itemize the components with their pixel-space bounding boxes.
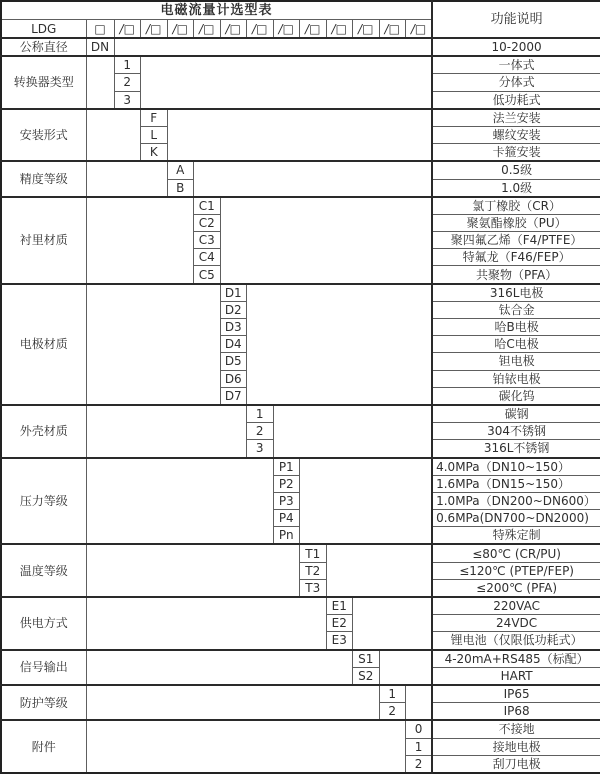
code-cell: D6 [220, 370, 247, 387]
spacer-cell [86, 161, 167, 196]
code-cell: E3 [326, 632, 353, 650]
group-label: 公称直径 [1, 38, 86, 56]
code-cell: B [167, 179, 194, 197]
code-cell: T3 [300, 579, 327, 597]
desc-cell: IP68 [432, 703, 600, 721]
table-row [1, 685, 600, 703]
desc-cell: ≤80℃ (CR/PU) [432, 544, 600, 562]
code-cell: Pn [273, 527, 300, 545]
desc-cell: 聚氨酯橡胶（PU） [432, 214, 600, 231]
spacer-cell [326, 544, 432, 597]
group-label: 供电方式 [1, 597, 86, 650]
table-title: 电磁流量计选型表 [1, 1, 432, 20]
code-cell: 2 [114, 74, 141, 91]
code-cell: 1 [379, 685, 406, 703]
spacer-cell [141, 56, 433, 109]
code-cell: T2 [300, 562, 327, 579]
spacer-cell [86, 109, 141, 162]
code-cell: F [141, 109, 168, 127]
code-cell: DN [86, 38, 114, 56]
spacer-cell [379, 650, 432, 685]
group-label: 精度等级 [1, 161, 86, 196]
table-row [1, 161, 600, 179]
spacer-cell [300, 458, 433, 545]
spacer-cell [220, 197, 432, 284]
code-cell: D2 [220, 301, 247, 318]
desc-cell: 锂电池（仅限低功耗式） [432, 632, 600, 650]
code-cell: S1 [353, 650, 380, 668]
table-row [1, 109, 600, 127]
spacer-cell [353, 597, 433, 650]
desc-cell: 接地电极 [432, 738, 600, 755]
desc-cell: HART [432, 667, 600, 685]
desc-cell: ≤200℃ (PFA) [432, 579, 600, 597]
desc-cell: 聚四氟乙烯（F4/PTFE） [432, 232, 600, 249]
group-label: 衬里材质 [1, 197, 86, 284]
code-cell: 3 [114, 91, 141, 109]
code-cell: P3 [273, 492, 300, 509]
model-slot-box: /□ [141, 20, 168, 39]
table-row [1, 544, 600, 562]
desc-cell: 304不锈钢 [432, 423, 600, 440]
spacer-cell [247, 284, 433, 405]
spacer-cell [86, 650, 353, 685]
desc-cell: 1.0级 [432, 179, 600, 197]
spacer-cell [86, 197, 194, 284]
spacer-cell [86, 544, 300, 597]
desc-cell: 一体式 [432, 56, 600, 74]
spacer-cell [86, 720, 406, 773]
code-cell: L [141, 126, 168, 143]
table-row [1, 284, 600, 302]
desc-cell: 法兰安装 [432, 109, 600, 127]
title-row [1, 1, 600, 20]
desc-cell: 4-20mA+RS485（标配） [432, 650, 600, 668]
table-row [1, 458, 600, 476]
model-slot-box: /□ [247, 20, 274, 39]
desc-cell: 不接地 [432, 720, 600, 738]
group-label: 附件 [1, 720, 86, 773]
desc-cell: 刮刀电极 [432, 755, 600, 773]
group-label: 信号输出 [1, 650, 86, 685]
model-slot-box: /□ [353, 20, 380, 39]
desc-cell: 24VDC [432, 615, 600, 632]
desc-cell: 特殊定制 [432, 527, 600, 545]
code-cell: C5 [194, 266, 221, 284]
code-cell: P2 [273, 475, 300, 492]
spacer-cell [114, 38, 432, 56]
desc-cell: 铂铱电极 [432, 370, 600, 387]
code-cell: D4 [220, 336, 247, 353]
spacer-cell [86, 685, 379, 720]
spacer-cell [273, 405, 432, 458]
code-cell: S2 [353, 667, 380, 685]
code-cell: 2 [406, 755, 433, 773]
code-cell: E2 [326, 615, 353, 632]
group-label: 电极材质 [1, 284, 86, 405]
code-cell: 2 [379, 703, 406, 721]
model-slot-box: /□ [406, 20, 433, 39]
code-cell: D7 [220, 387, 247, 405]
desc-cell: 钛合金 [432, 301, 600, 318]
desc-cell: 共聚物（PFA） [432, 266, 600, 284]
code-cell: C3 [194, 232, 221, 249]
spacer-cell [86, 284, 220, 405]
model-prefix: LDG [1, 20, 86, 39]
desc-cell: 螺纹安装 [432, 126, 600, 143]
desc-cell: 氯丁橡胶（CR） [432, 197, 600, 215]
code-cell: T1 [300, 544, 327, 562]
table-row [1, 650, 600, 668]
code-cell: 0 [406, 720, 433, 738]
code-cell: D5 [220, 353, 247, 370]
spacer-cell [86, 597, 326, 650]
desc-cell: 钽电极 [432, 353, 600, 370]
desc-cell: 10-2000 [432, 38, 600, 56]
code-cell: C1 [194, 197, 221, 215]
code-cell: 3 [247, 440, 274, 458]
table-row [1, 405, 600, 423]
spacer-cell [86, 405, 247, 458]
table-row [1, 197, 600, 215]
desc-cell: 特氟龙（F46/FEP） [432, 249, 600, 266]
code-cell: P1 [273, 458, 300, 476]
desc-cell: 316L电极 [432, 284, 600, 302]
table-row [1, 38, 600, 56]
code-cell: 1 [406, 738, 433, 755]
desc-cell: 1.6MPa（DN15~150） [432, 475, 600, 492]
model-slot-box: /□ [220, 20, 247, 39]
code-cell: D1 [220, 284, 247, 302]
code-cell: C2 [194, 214, 221, 231]
model-slot-box: /□ [326, 20, 353, 39]
model-slot-box: /□ [167, 20, 194, 39]
code-cell: 1 [247, 405, 274, 423]
table-row [1, 597, 600, 615]
spacer-cell [406, 685, 433, 720]
table-row [1, 56, 600, 74]
group-label: 防护等级 [1, 685, 86, 720]
code-cell: P4 [273, 510, 300, 527]
spacer-cell [86, 458, 273, 545]
desc-cell: 卡箍安装 [432, 144, 600, 162]
desc-cell: 4.0MPa（DN10~150） [432, 458, 600, 476]
desc-cell: 1.0MPa（DN200~DN600） [432, 492, 600, 509]
code-cell: C4 [194, 249, 221, 266]
group-label: 外壳材质 [1, 405, 86, 458]
code-cell: K [141, 144, 168, 162]
group-label: 压力等级 [1, 458, 86, 545]
code-cell: 2 [247, 423, 274, 440]
model-slot-box: /□ [379, 20, 406, 39]
model-slot-box: /□ [114, 20, 141, 39]
code-cell: A [167, 161, 194, 179]
spacer-cell [167, 109, 432, 162]
desc-cell: IP65 [432, 685, 600, 703]
group-label: 安装形式 [1, 109, 86, 162]
desc-cell: 碳化钨 [432, 387, 600, 405]
desc-cell: ≤120℃ (PTEP/FEP) [432, 562, 600, 579]
desc-cell: 分体式 [432, 74, 600, 91]
desc-cell: 220VAC [432, 597, 600, 615]
code-cell: 1 [114, 56, 141, 74]
desc-cell: 碳钢 [432, 405, 600, 423]
desc-cell: 哈B电极 [432, 319, 600, 336]
group-label: 温度等级 [1, 544, 86, 597]
function-column-header: 功能说明 [432, 1, 600, 38]
spacer-cell [86, 56, 114, 109]
desc-cell: 哈C电极 [432, 336, 600, 353]
code-cell: E1 [326, 597, 353, 615]
table-row [1, 720, 600, 738]
desc-cell: 0.5级 [432, 161, 600, 179]
model-digit-box: □ [86, 20, 114, 39]
desc-cell: 0.6MPa(DN700~DN2000) [432, 510, 600, 527]
desc-cell: 低功耗式 [432, 91, 600, 109]
model-slot-box: /□ [194, 20, 221, 39]
group-label: 转换器类型 [1, 56, 86, 109]
code-cell: D3 [220, 319, 247, 336]
spacer-cell [194, 161, 433, 196]
desc-cell: 316L不锈钢 [432, 440, 600, 458]
model-slot-box: /□ [300, 20, 327, 39]
model-slot-box: /□ [273, 20, 300, 39]
